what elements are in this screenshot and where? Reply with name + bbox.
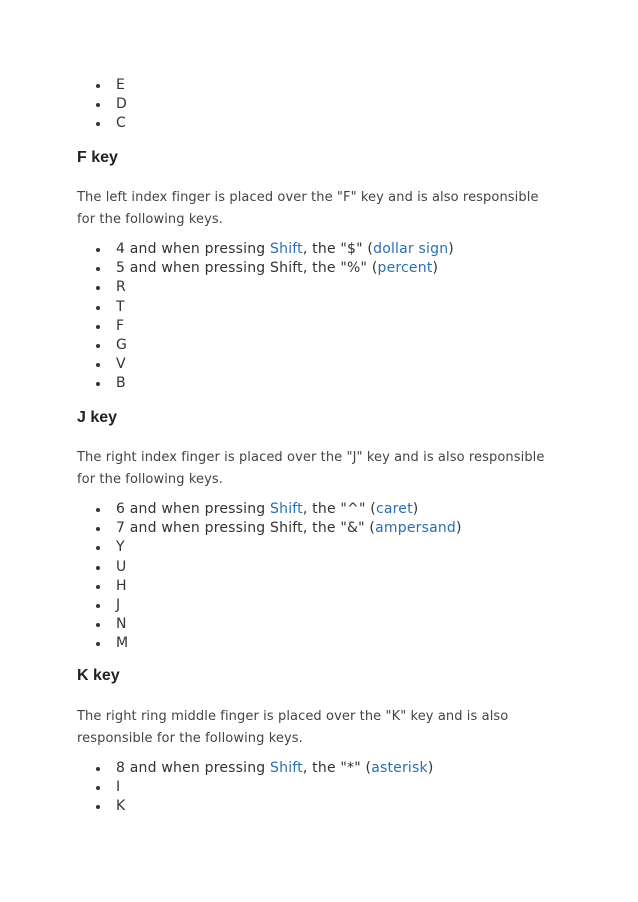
list-item [96, 76, 127, 95]
list-item [96, 298, 454, 317]
key-label: D [116, 96, 127, 113]
percent-link[interactable]: percent [377, 260, 433, 277]
bullet-icon [96, 604, 100, 608]
list-item [96, 615, 462, 634]
item-text: 5 and when pressing Shift, the "%" ( [116, 260, 378, 277]
item-text: , the "$" ( [302, 241, 374, 257]
list-item [96, 336, 454, 355]
key-label: N [116, 616, 127, 633]
shift-link[interactable]: Shift [270, 501, 303, 517]
list-item [96, 114, 127, 133]
item-text: 6 and when pressing [116, 501, 271, 517]
f-key-description: The left index finger is placed over the "F" key and is also responsible for the following keys. [77, 190, 539, 227]
intro-key-list [96, 76, 127, 134]
key-label: E [116, 77, 126, 93]
bullet-icon [96, 623, 100, 627]
shift-link[interactable]: Shift [270, 760, 303, 776]
bullet-icon [96, 122, 100, 126]
k-key-heading: K key [77, 667, 120, 684]
bullet-icon [96, 786, 100, 790]
f-key-list [96, 240, 454, 394]
bullet-icon [96, 248, 100, 252]
list-item [96, 259, 454, 278]
key-label: B [116, 375, 126, 392]
bullet-icon [96, 84, 100, 88]
list-item [96, 577, 462, 596]
bullet-icon [96, 527, 100, 531]
item-text: ) [412, 501, 419, 517]
item-text: ) [456, 520, 462, 537]
key-label: H [116, 577, 127, 594]
list-item [96, 355, 454, 374]
item-text: , the "^" ( [302, 501, 376, 517]
bullet-icon [96, 546, 100, 550]
shift-link[interactable]: Shift [270, 241, 303, 257]
key-label: Y [116, 539, 125, 556]
list-item [96, 759, 434, 778]
list-item [96, 797, 434, 816]
k-key-description: The right ring middle finger is placed over the "K" key and is also responsible for the following keys. [77, 709, 509, 746]
list-item [96, 500, 462, 519]
bullet-icon [96, 382, 100, 386]
caret-link[interactable]: caret [375, 501, 413, 517]
j-key-description: The right index finger is placed over the "J" key and is also responsible for the following keys. [77, 450, 545, 487]
key-label: U [116, 558, 127, 575]
asterisk-link[interactable]: asterisk [371, 760, 428, 776]
key-label: M [116, 635, 129, 652]
key-label: T [116, 298, 125, 315]
k-key-list [96, 759, 434, 817]
item-text: , the "*" ( [302, 760, 372, 776]
ampersand-link[interactable]: ampersand [375, 520, 457, 537]
bullet-icon [96, 103, 100, 107]
item-text: ) [448, 241, 454, 257]
bullet-icon [96, 286, 100, 290]
item-text: ) [427, 760, 434, 776]
list-item [96, 596, 462, 615]
list-item [96, 634, 462, 653]
key-label: C [116, 115, 126, 132]
item-text: 8 and when pressing [116, 760, 271, 776]
list-item [96, 519, 462, 538]
bullet-icon [96, 566, 100, 570]
list-item [96, 778, 434, 797]
bullet-icon [96, 585, 100, 589]
key-label: G [116, 336, 128, 353]
item-text: 7 and when pressing Shift, the "&" ( [116, 520, 376, 537]
list-item [96, 558, 462, 577]
item-text: 4 and when pressing [116, 241, 271, 257]
key-label: F [116, 317, 125, 334]
item-text: ) [432, 260, 439, 277]
bullet-icon [96, 805, 100, 809]
j-key-heading: J key [77, 409, 118, 426]
list-item [96, 374, 454, 393]
bullet-icon [96, 344, 100, 348]
bullet-icon [96, 306, 100, 310]
key-label: I [116, 779, 121, 796]
list-item [96, 240, 454, 259]
list-item [96, 95, 127, 114]
bullet-icon [96, 363, 100, 367]
bullet-icon [96, 508, 100, 512]
bullet-icon [96, 267, 100, 271]
key-label: V [116, 356, 126, 373]
key-label: R [116, 279, 126, 296]
f-key-heading: F key [77, 149, 118, 166]
bullet-icon [96, 325, 100, 329]
bullet-icon [96, 767, 100, 771]
list-item [96, 278, 454, 297]
list-item [96, 317, 454, 336]
key-label: K [116, 798, 126, 815]
j-key-list [96, 500, 462, 654]
list-item [96, 538, 462, 557]
bullet-icon [96, 642, 100, 646]
dollar-sign-link[interactable]: dollar sign [373, 241, 449, 257]
key-label: J [116, 596, 121, 613]
